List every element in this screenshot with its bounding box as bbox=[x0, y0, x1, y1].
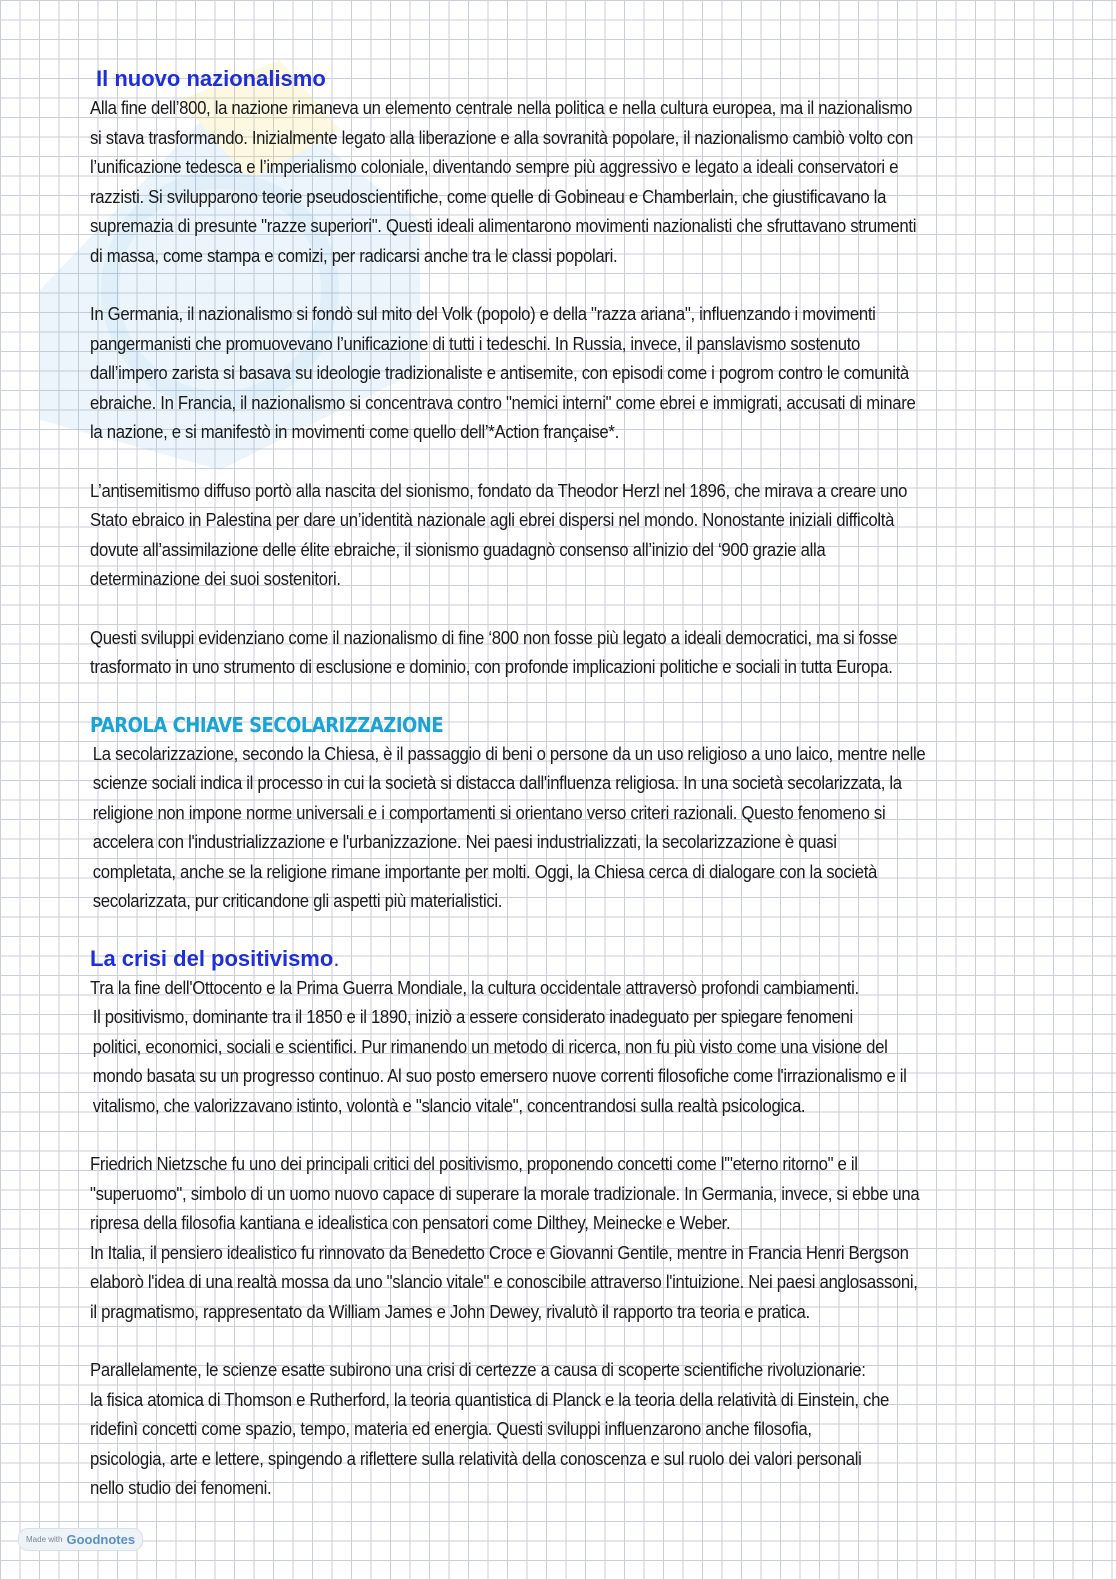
goodnotes-badge bbox=[18, 1528, 143, 1551]
paragraph-nazionalismo-4: Questi sviluppi evidenziano come il nazionalismo di fine ‘800 non fosse più legato a ideali democratici, ma si fosse trasformato in uno strumento di esclusione e dominio, con profonde implicazioni politiche e sociali in tutta Europa. bbox=[90, 627, 898, 677]
section-title-positivismo: La crisi del positivismo. bbox=[90, 945, 340, 971]
document-page bbox=[90, 64, 1065, 1504]
paragraph-nazionalismo-2: In Germania, il nazionalismo si fondò sul mito del Volk (popolo) e della "razza ariana", influenzando i movimenti pangermanisti che promuovevano l’unificazione di tutti i tedeschi. In Russia, invece, il panslavismo sostenuto dall’impero zarista si basava su ideologie tradizionaliste e antisemite, con episodi come i pogrom contro le comunità ebraiche. In Francia, il nazionalismo si concentrava contro "nemici interni" come ebrei e immigrati, accusati di minare la nazione, e si manifestò in movimenti come quello dell’*Action française*. bbox=[90, 304, 916, 442]
paragraph-nazionalismo-3: L’antisemitismo diffuso portò alla nascita del sionismo, fondato da Theodor Herzl nel 1896, che mirava a creare uno Stato ebraico in Palestina per dare un’identità nazionale agli ebrei dispersi nel mondo. Nonostante iniziali difficoltà dovute all’assimilazione delle élite ebraiche, il sionismo guadagnò consenso all’inizio del ‘900 grazie alla determinazione dei suoi sostenitori. bbox=[90, 480, 908, 589]
paragraph-positivismo-1: Tra la fine dell'Ottocento e la Prima Guerra Mondiale, la cultura occidentale attraversò profondi cambiamenti. Il positivismo, dominante tra il 1850 e il 1890, iniziò a essere considerato inadeguato per spiegare fenomeni politici, economici, sociali e scientifici. Pur rimanendo un metodo di ricerca, non fu più visto come una visione del mondo basata su un progresso continuo. Al suo posto emersero nuove correnti filosofiche come l'irrazionalismo e il vitalismo, che valorizzavano istinto, volontà e "slancio vitale", concentrandosi sulla realtà psicologica. bbox=[90, 977, 907, 1116]
paragraph-positivismo-2: Friedrich Nietzsche fu uno dei principali critici del positivismo, proponendo concetti come l'"eterno ritorno" e il "superuomo", simbolo di un uomo nuovo capace di superare la morale tradizionale. In Germania, invece, si ebbe una ripresa della filosofia kantiana e idealistica con pensatori come Dilthey, Meinecke e Weber. In Italia, il pensiero idealistico fu rinnovato da Benedetto Croce e Giovanni Gentile, mentre in Francia Henri Bergson elaborò l'idea di una realtà mossa da uno "slancio vitale" e conoscibile attraverso l'intuizione. Nei paesi anglosassoni, il pragmatismo, rappresentato da William James e John Dewey, rivalutò il rapporto tra teoria e pratica. bbox=[90, 1154, 920, 1322]
paragraph-nazionalismo-1: Alla fine dell’800, la nazione rimaneva un elemento centrale nella politica e nella cultura europea, ma il nazionalismo si stava trasformando. Inizialmente legato alla liberazione e alla sovranità popolare, il nazionalismo cambiò volto con l’unificazione tedesca e l’imperialismo coloniale, diventando sempre più aggressivo e legato a ideali conservatori e razzisti. Si svilupparono teorie pseudoscientifiche, come quelle di Gobineau e Chamberlain, che giustificavano la supremazia di presunte "razze superiori". Questi ideali alimentarono movimenti nazionalisti che sfruttavano strumenti di massa, come stampa e comizi, per radicarsi anche tra le classi popolari. bbox=[90, 98, 917, 266]
paragraph-secolarizzazione: La secolarizzazione, secondo la Chiesa, è il passaggio di beni o persone da un uso religioso a uno laico, mentre nelle scienze sociali indica il processo in cui la società si distacca dall'influenza religiosa. In una società secolarizzata, la religione non impone norme universali e i comportamenti si orientano verso criteri razionali. Questo fenomeno si accelera con l'industrializzazione e l'urbanizzazione. Nei paesi industrializzati, la secolarizzazione è quasi completata, anche se la religione rimane importante per molti. Oggi, la Chiesa cerca di dialogare con la società secolarizzata, pur criticandone gli aspetti più materialistici. bbox=[92, 743, 926, 911]
section-title-secolarizzazione: PAROLA CHIAVE SECOLARIZZAZIONE bbox=[90, 712, 444, 737]
made-with-label: Made with bbox=[26, 1535, 63, 1544]
paragraph-positivismo-3: Parallelamente, le scienze esatte subirono una crisi di certezze a causa di scoperte scientifiche rivoluzionarie: la fisica atomica di Thomson e Rutherford, la teoria quantistica di Planck e la teoria della relatività di Einstein, che ridefinì concetti come spazio, tempo, materia ed energia. Questi sviluppi influenzarono anche filosofia, psicologia, arte e lettere, spingendo a riflettere sulla relatività della conoscenza e sul ruolo dei valori personali nello studio dei fenomeni. bbox=[90, 1360, 890, 1498]
goodnotes-brand: Goodnotes bbox=[66, 1532, 136, 1547]
section-title-nazionalismo: Il nuovo nazionalismo bbox=[96, 66, 326, 91]
